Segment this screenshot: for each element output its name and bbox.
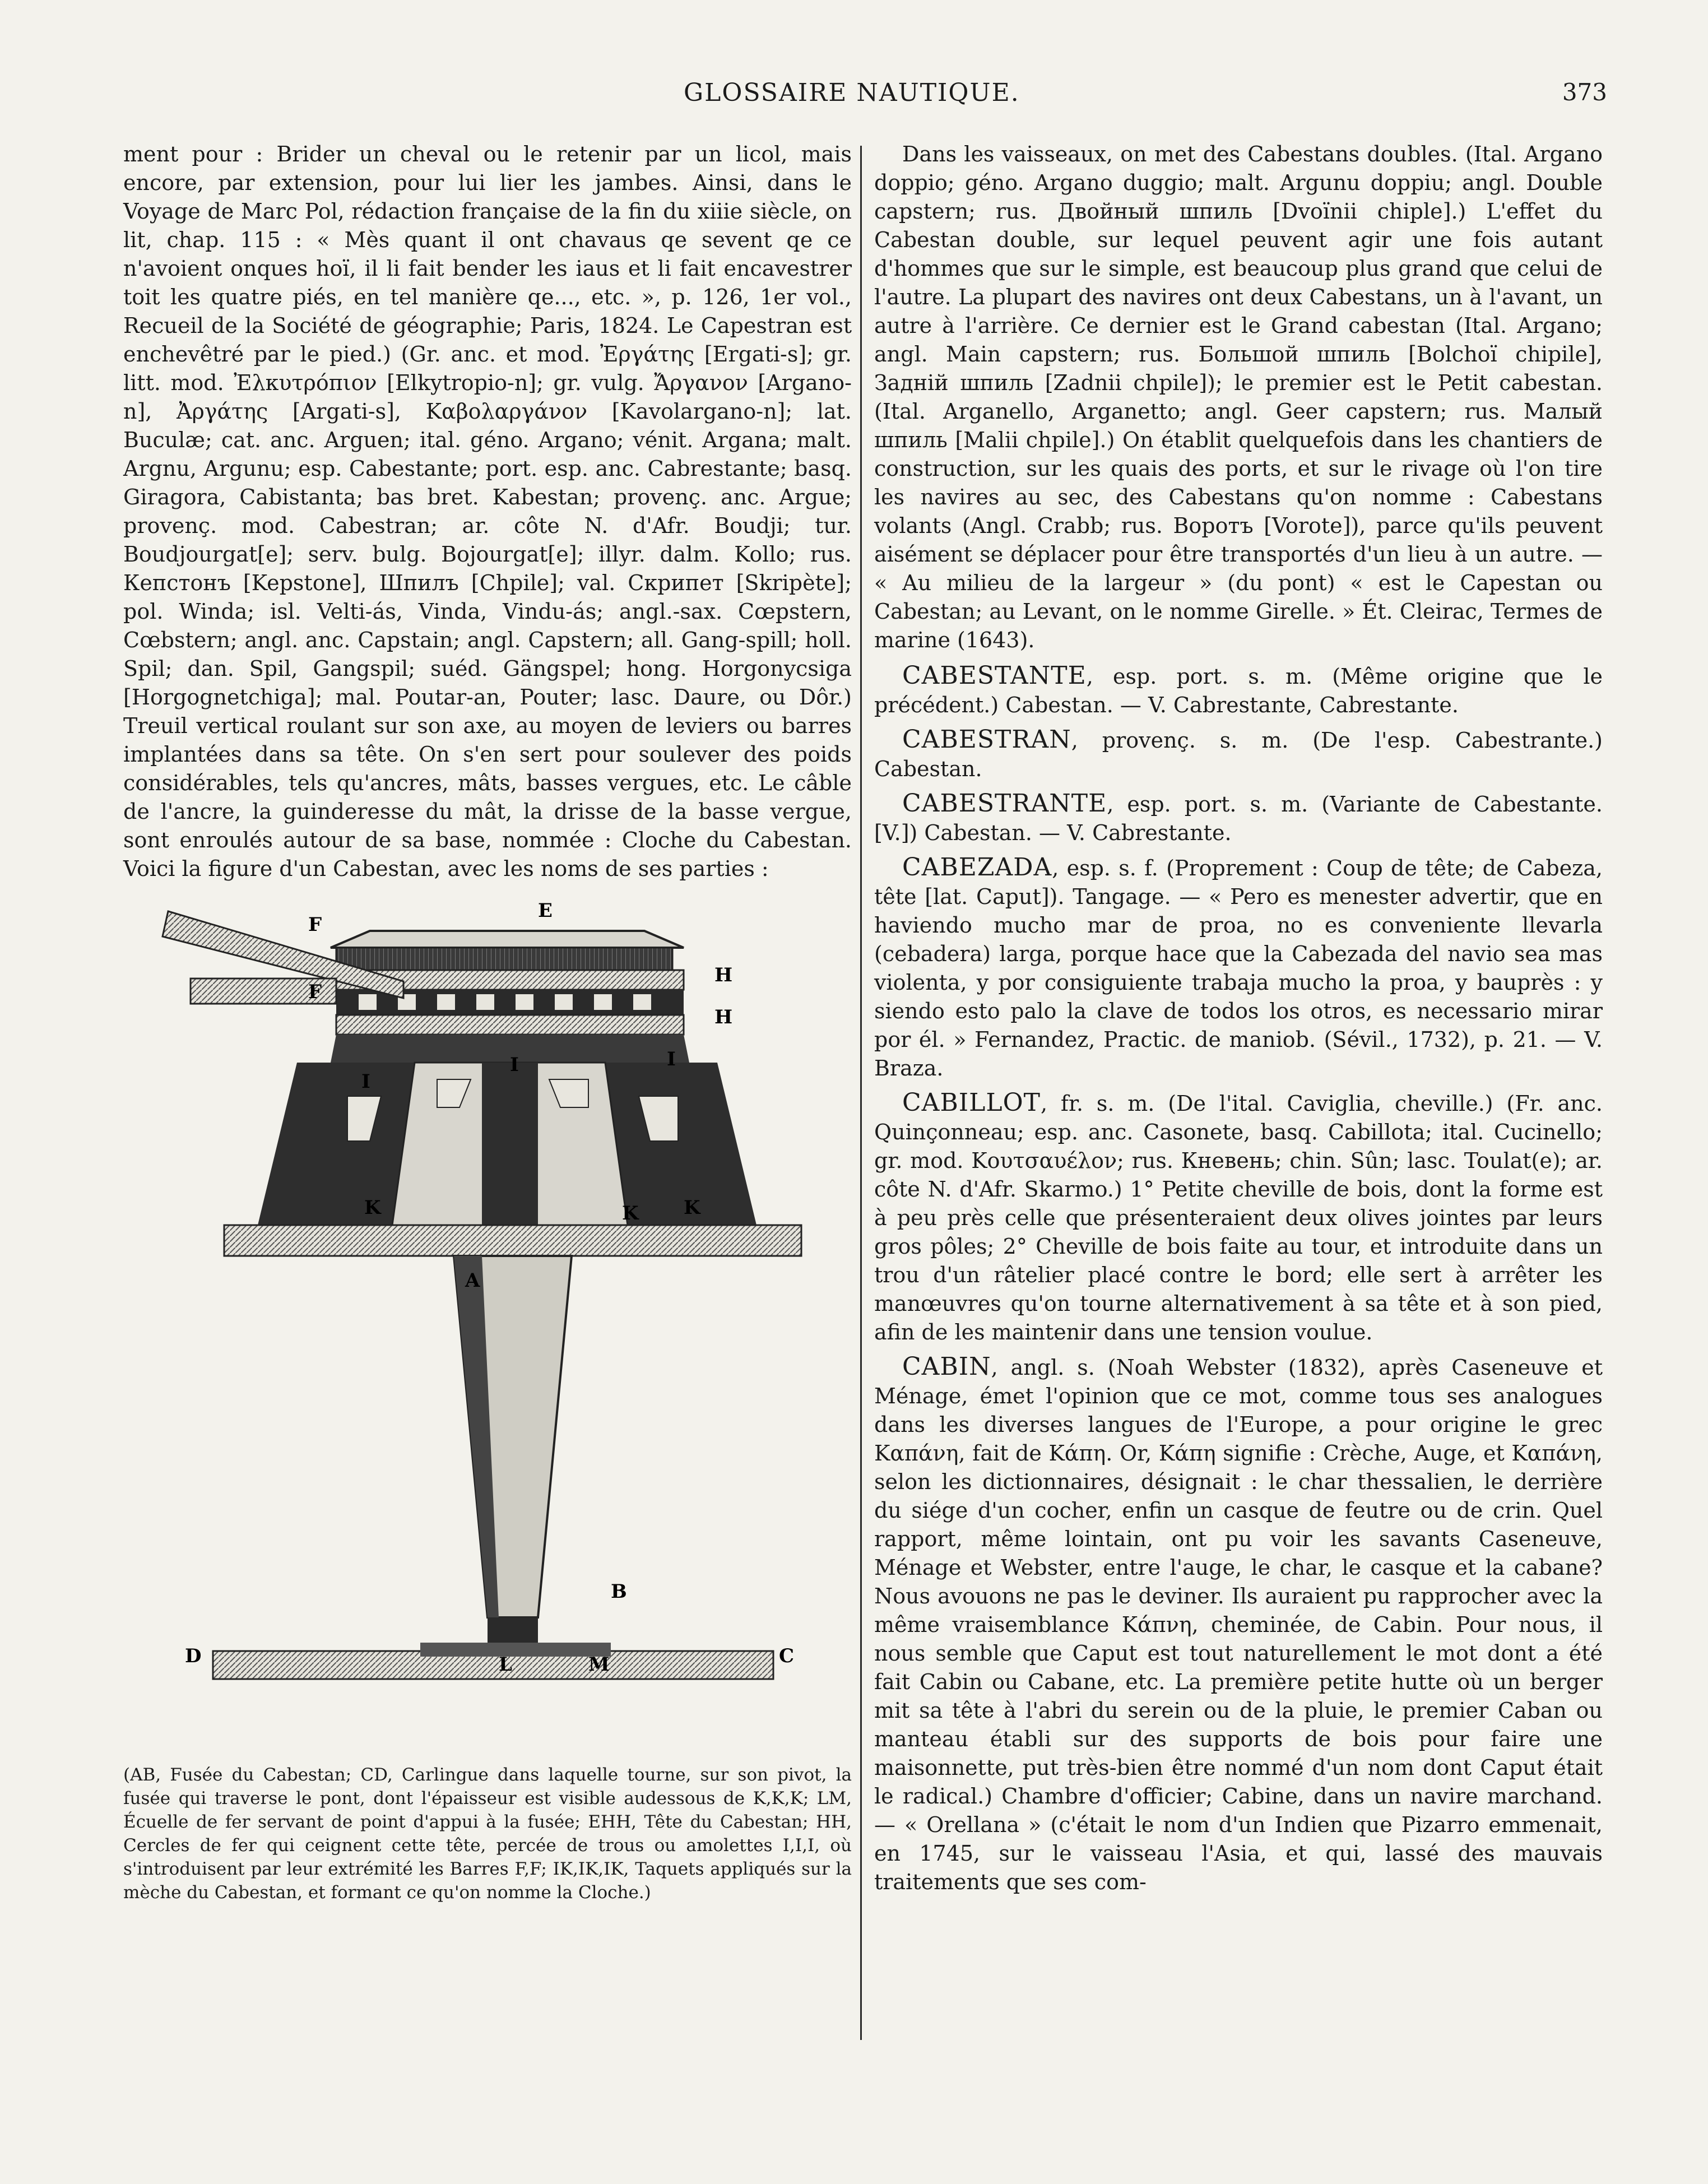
capstan-entry-continuation: ment pour : Brider un cheval ou le retenir par un licol, mais encore, par extension, pour lui lier les jambes. Ainsi, dans le Voyage de Marc Pol, rédaction française de la fin du xiiie siècle, on lit, chap. 115 : « Mès quant il ont chavaus qe sevent qe ce n'avoient onques hoï, il li fait bender les iaus et li fait encavestrer toit les quatre piés, en tel manière qe..., etc. », p. 126, 1er vol., Recueil de la Société de géographie; Paris, 1824. Le Capestran est enchevêtré par le pied.) (Gr. anc. et mod. Ἐργάτης [Ergati-s]; gr. litt. mod. Ἐλκυτρόπιον [Elkytropio-n]; gr. vulg. Ἄργανον [Argano-n], Ἀργάτης [Argati-s], Καβολαργάνον [Kavolargano-n]; lat. Buculæ; cat. anc. Arguen; ital. géno. Argano; vénit. Argana; malt. Argnu, Argunu; esp. Cabestante; port. esp. anc. Cabrestante; basq. Giragora, Cabistanta; bas bret. Kabestan; provenç. anc. Argue; provenç. mod. Cabestran; ar. côte N. d'Afr. Boudji; tur. Boudjourgat[e]; serv. bulg. Bojourgat[e]; illyr. dalm. Kollo; rus. Кепстонъ [Kepstone], Шпилъ [Chpile]; val. Скрипет [Skripète]; pol. Winda; isl. Velti-ás, Vinda, Vindu-ás; angl.-sax. Cœpstern, Cœbstern; angl. anc. Capstain; angl. Capstern; all. Gang-spill; holl. Spil; dan. Spil, Gangspil; suéd. Gängspel; hong. Horgonycsiga [Horgognetchiga]; mal. Poutar-an, Pouter; lasc. Daure, ou Dôr.) Treuil vertical roulant sur son axe, au moyen de leviers ou barres implantées dans sa tête. On s'en sert pour soulever des poids considérables, tels qu'ancres, mâts, basses vergues, etc. Le câble de l'ancre, la guinderesse du mât, la drisse de la basse vergue, sont enroulés autour de sa base, nommée : Cloche du Cabestan. Voici la figure d'un Cabestan, avec les noms de ses parties : xyxy=(123,142,852,881)
iron-cup xyxy=(420,1643,611,1657)
label-C: C xyxy=(779,1645,795,1667)
label-I-left: I xyxy=(361,1070,370,1093)
headword: CABESTRAN xyxy=(902,725,1071,754)
label-H-upper: H xyxy=(714,964,733,986)
headword: CABILLOT xyxy=(902,1088,1041,1117)
ship-deck xyxy=(224,1225,801,1256)
label-A: A xyxy=(465,1269,480,1292)
entry-cabestante xyxy=(874,661,1603,720)
entry-text: , fr. s. m. (De l'ital. Caviglia, cheville.) (Fr. anc. Quinçonneau; esp. anc. Casonete, basq. Cabillota; ital. Cucinello; gr. mod. Κουτσαυέλον; rus. Кневень; chin. Sûn; lasc. Toulat(e); ar. côte N. d'Afr. Skarmo.) 1° Petite cheville de bois, dont la forme est à peu près celle que présenteraient deux olives jointes par leurs gros pôles; 2° Cheville de bois faite au tour, et introduite dans un trou d'un râtelier placé contre le bord; elle sert à arrêter les manœuvres qu'on tourne alternativement à sa tête et à son pied, afin de les maintenir dans une tension voulue. xyxy=(874,1091,1603,1344)
label-K-center: K xyxy=(622,1202,639,1225)
label-M: M xyxy=(588,1653,610,1676)
entry-cabillot xyxy=(874,1088,1603,1347)
figure-caption: (AB, Fusée du Cabestan; CD, Carlingue dans laquelle tourne, sur son pivot, la fusée qui traverse le pont, dont l'épaisseur est visible audessous de K,K,K; LM, Écuelle de fer servant de point d'appui à la fusée; EHH, Tête du Cabestan; HH, Cercles de fer qui ceignent cette tête, percée de trous ou amolettes I,I,I, où s'introduisent par leur extrémité les Barres F,F; IK,IK,IK, Taquets appliqués sur la mèche du Cabestan, et formant ce qu'on nomme la Cloche.) xyxy=(123,1765,852,1903)
label-I-right: I xyxy=(667,1048,676,1070)
iron-band-lower xyxy=(336,1015,684,1035)
entry-text: , esp. port. s. m. (Variante de Cabestante. [V.]) Cabestan. — V. Cabrestante. xyxy=(874,792,1603,845)
entry-cabestrante xyxy=(874,789,1603,847)
entry-cabin xyxy=(874,1352,1603,1896)
entry-text: , esp. port. s. m. (Même origine que le précédent.) Cabestan. — V. Cabrestante, Cabrestante. xyxy=(874,664,1603,717)
spindle-upper xyxy=(482,1063,538,1225)
entry-text: , angl. s. (Noah Webster (1832), après Caseneuve et Ménage, émet l'opinion que ce mot, comme tous ses analogues dans les diverses langues de l'Europe, a pour origine le grec Καπάνη, fait de Κάπη. Or, Κάπη signifie : Crèche, Auge, et Καπάνη, selon les dictionnaires, désignait : le char thessalien, le derrière du siége d'un cocher, enfin un casque de feutre ou de crin. Quel rapport, même lointain, ont pu voir les savants Caseneuve, Ménage et Webster, entre l'auge, le char, le casque et la cabane? Nous avouons ne pas le deviner. Ils auraient pu rapprocher avec la même vraisemblance Κάπνη, cheminée, de Cabin. Pour nous, il nous semble que Caput est tout naturellement le mot dont a été fait Cabin ou Cabane, etc. La première petite hutte où un berger mit sa tête à l'abri du serein ou de la pluie, le premier Caban ou manteau établi sur des supports de bois pour faire une maisonnette, put très-bien être nommé d'un nom dont Caput était le radical.) Chambre d'officier; Cabine, dans un navire marchand. — « Orellana » (c'était le nom d'un Indien que Pizarro emmenait, en 1745, sur le vaisseau l'Asia, et qui, lassé des mauvais traitements que ses com- xyxy=(874,1355,1603,1894)
entry-cabestran xyxy=(874,725,1603,783)
headword: CABESTANTE xyxy=(902,661,1087,690)
label-B: B xyxy=(611,1580,627,1603)
entry-text: , provenç. s. m. (De l'esp. Cabestrante.) Cabestan. xyxy=(874,728,1603,781)
label-E: E xyxy=(538,899,553,922)
label-L: L xyxy=(499,1653,512,1676)
running-title: GLOSSAIRE NAUTIQUE. xyxy=(684,78,1020,107)
label-D: D xyxy=(185,1645,202,1667)
headword: CABIN xyxy=(902,1352,991,1381)
capstan-head xyxy=(336,948,672,970)
capstan-figure xyxy=(123,894,852,1763)
double-capstan-paragraph: Dans les vaisseaux, on met des Cabestans doubles. (Ital. Argano doppio; géno. Argano duggio; malt. Argunu doppiu; angl. Double capstern; rus. Двойный шпиль [Dvoïnii chiple].) L'effet du Cabestan double, sur lequel peuvent agir une fois autant d'hommes que sur le simple, est beaucoup plus grand que celui de l'autre. La plupart des navires ont deux Cabestans, un à l'avant, un autre à l'arrière. Ce dernier est le Grand cabestan (Ital. Argano; angl. Main capstern; rus. Большой шпиль [Bolchoï chipile], Задній шпиль [Zadnii chpile]); le premier est le Petit cabestan. (Ital. Arganello, Arganetto; angl. Geer capstern; rus. Малый шпиль [Malii chpile].) On établit quelquefois dans les chantiers de construction, sur les quais des ports, et sur le rivage où l'on tire les navires au sec, des Cabestans qu'on nomme : Cabestans volants (Angl. Crabb; rus. Воротъ [Vorote]), parce qu'ils peuvent aisément se déplacer pour être transportés d'un lieu à un autre. — « Au milieu de la largeur » (du pont) « est le Capestan ou Cabestan; au Levant, on le nomme Girelle. » Ét. Cleirac, Termes de marine (1643). xyxy=(874,142,1603,652)
entry-cabezada xyxy=(874,853,1603,1083)
entry-text: , esp. s. f. (Proprement : Coup de tête; de Cabeza, tête [lat. Caput]). Tangage. — « Pero es menester advertir, que en haviendo mucho mar de proa, no es conveniente llevarla (cebadera) larga, porque hace que la Cabezada del navio sea mas violenta, y por consiguiente trabaja mucho la proa, y bauprès : y siendo esto palo la clave de todos los otros, es necessario mirar por él. » Fernandez, Practic. de maniob. (Sévil., 1732), p. 21. — V. Braza. xyxy=(874,856,1603,1081)
column-divider xyxy=(860,146,862,2040)
left-column xyxy=(123,140,852,1911)
capstan-top-disc xyxy=(331,931,684,948)
label-K-left: K xyxy=(364,1197,381,1219)
label-I-center: I xyxy=(510,1054,519,1076)
right-column xyxy=(874,140,1603,1902)
label-F-lower: F xyxy=(308,981,322,1003)
capstan-illustration xyxy=(123,894,852,1763)
label-F-upper: F xyxy=(308,914,322,936)
label-H-lower: H xyxy=(714,1006,733,1028)
label-K-right: K xyxy=(684,1197,700,1219)
headword: CABEZADA xyxy=(902,853,1052,882)
page-number: 373 xyxy=(1562,78,1607,106)
headword: CABESTRANTE xyxy=(902,789,1107,818)
